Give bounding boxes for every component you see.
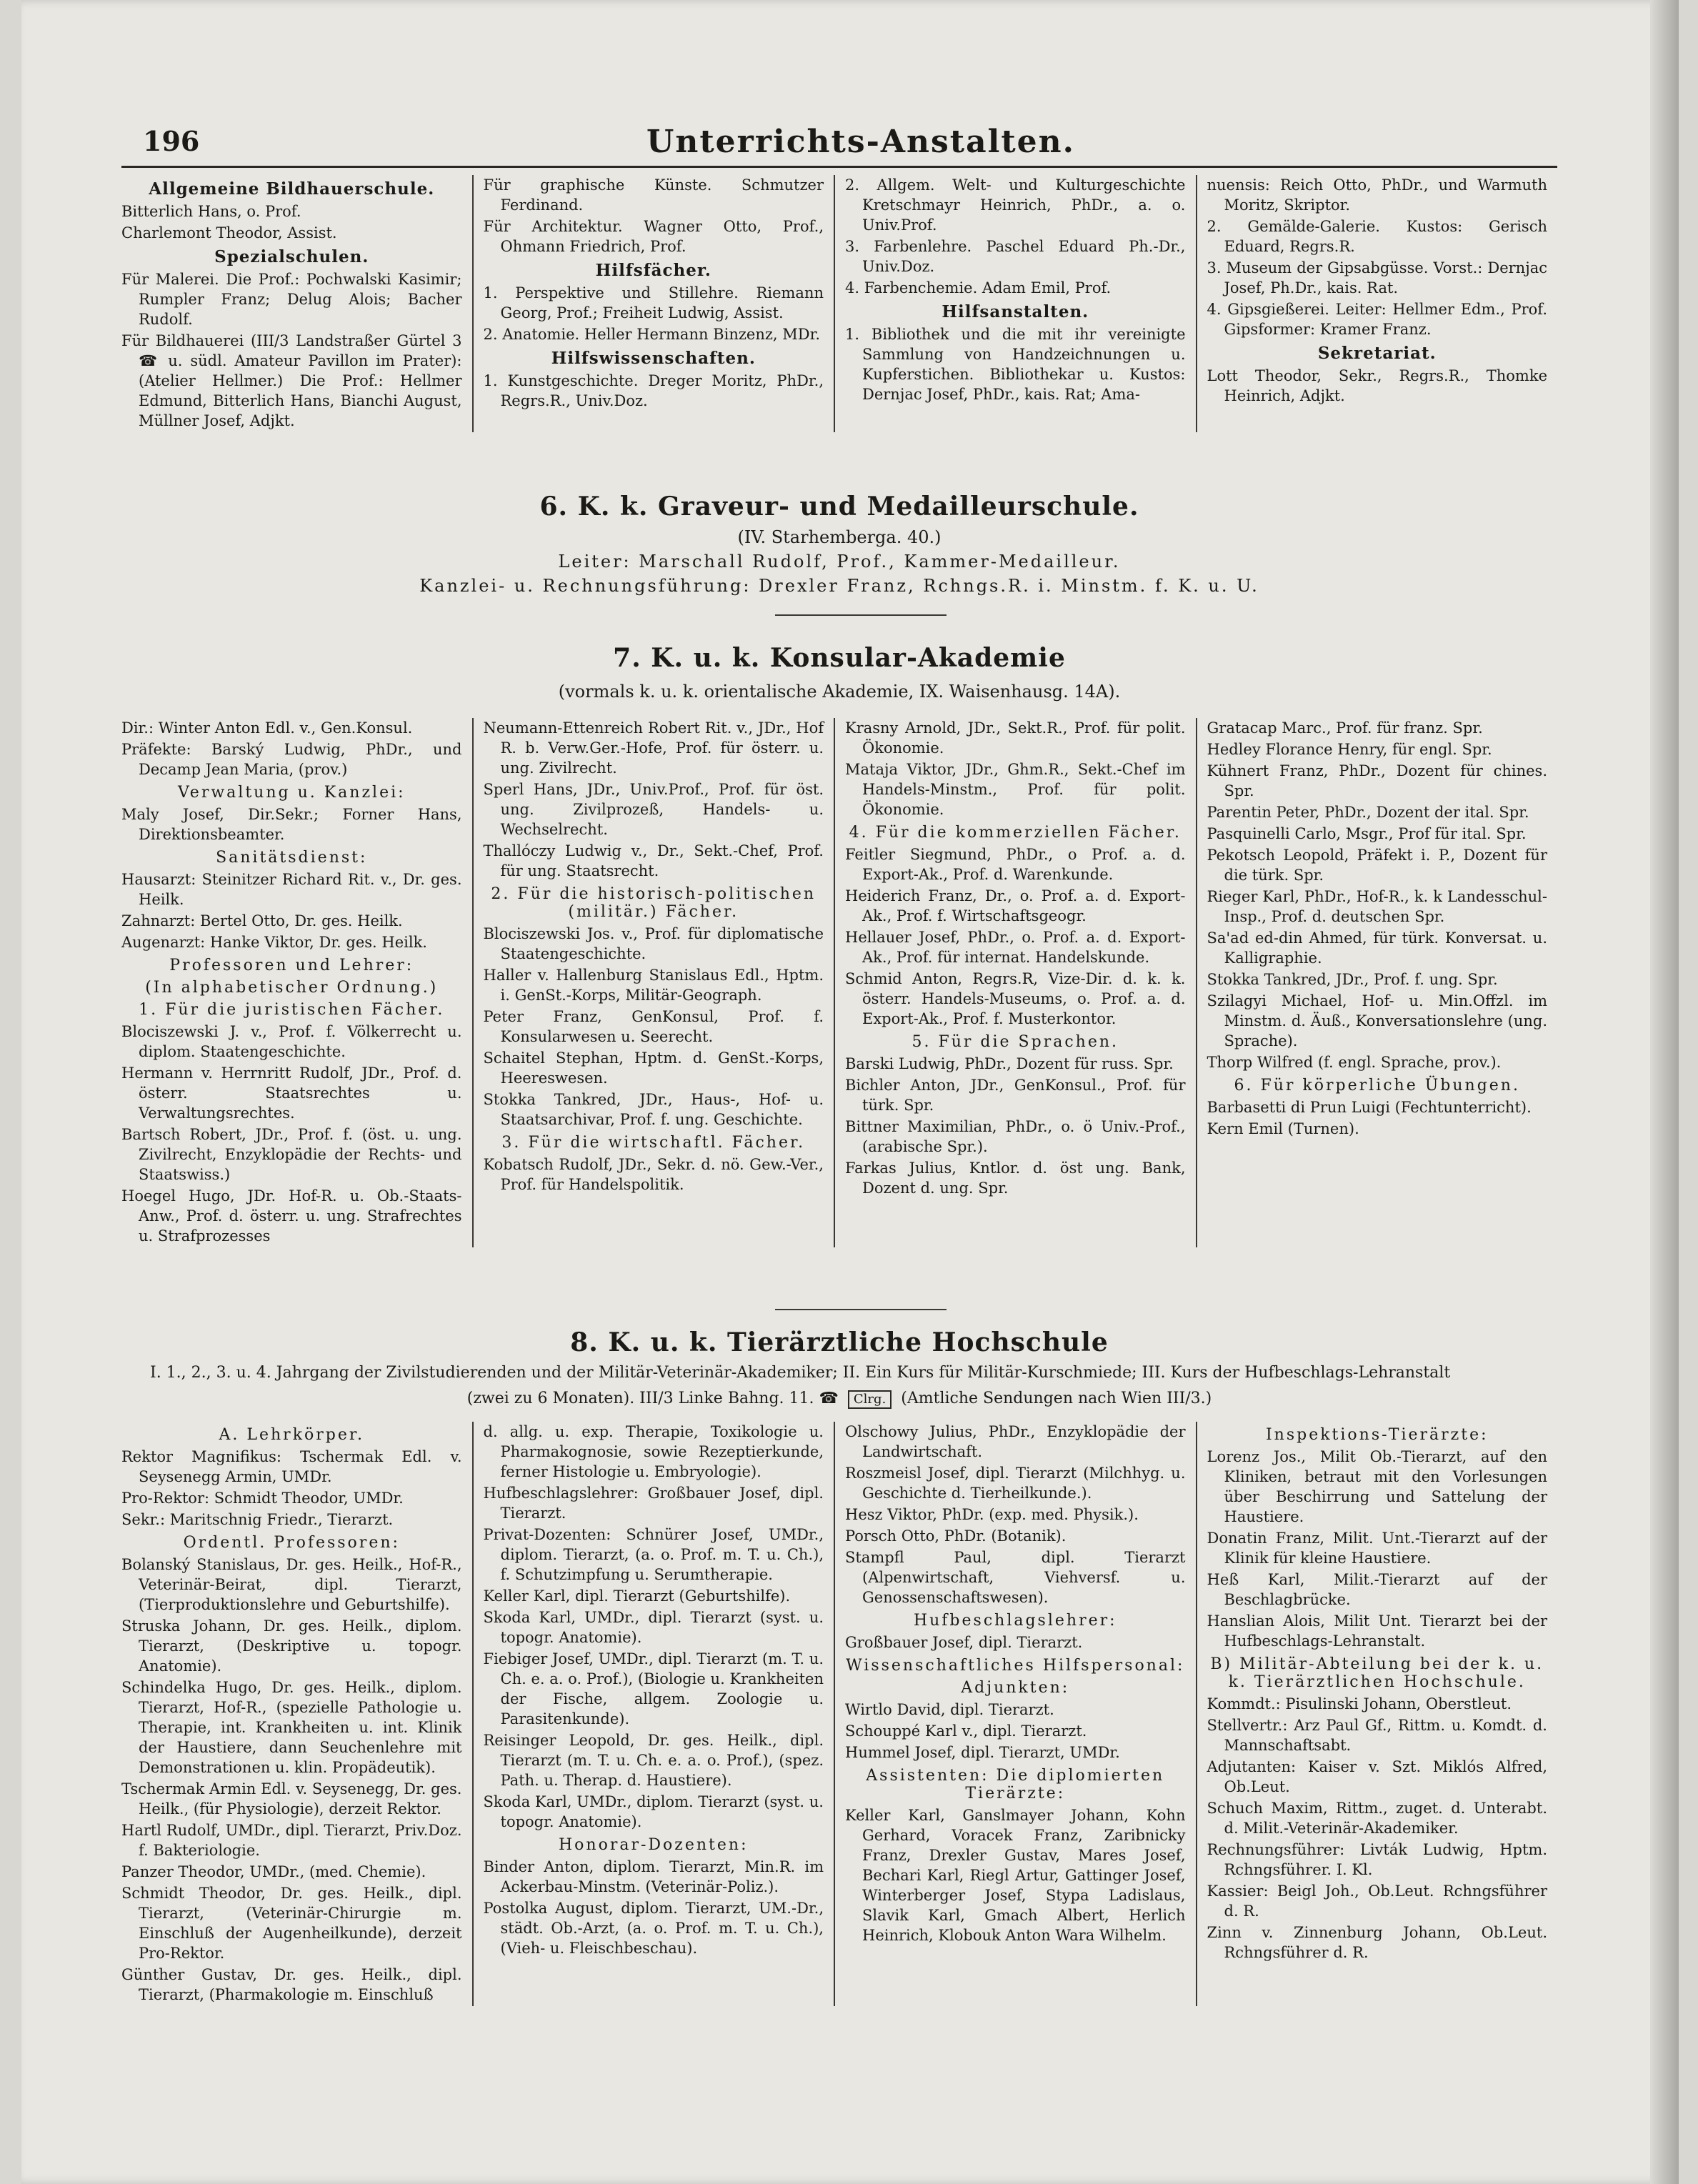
section-8-column-1 — [121, 1422, 472, 2006]
entry: Dir.: Winter Anton Edl. v., Gen.Konsul. — [121, 719, 413, 737]
entry: Sperl Hans, JDr., Univ.Prof., Prof. für öst. ung. Zivilprozeß, Handels- u. Wechselrecht. — [483, 781, 824, 838]
entry: 4. Farbenchemie. Adam Emil, Prof. — [845, 279, 1112, 296]
header-rule — [121, 166, 1557, 168]
subheading: B) Militär-Abteilung bei der k. u. k. Tierärztlichen Hochschule. — [1210, 1655, 1544, 1691]
entry: Hartl Rudolf, UMDr., dipl. Tierarzt, Priv.Doz. f. Bakteriologie. — [121, 1822, 462, 1859]
entry: Hufbeschlagslehrer: Großbauer Josef, dipl. Tierarzt. — [483, 1485, 824, 1522]
section-7-title: 7. K. u. k. Konsular-Akademie — [613, 643, 1066, 673]
section-8-mail-note: (Amtliche Sendungen nach Wien III/3.) — [901, 1390, 1212, 1407]
section-7-column-1 — [121, 718, 472, 1247]
entry: Lorenz Jos., Milit Ob.-Tierarzt, auf den Kliniken, betraut mit den Vorlesungen über Beschirrung und Sattelung der Haustiere. — [1207, 1448, 1547, 1525]
entry: Pasquinelli Carlo, Msgr., Prof für ital. Spr. — [1207, 825, 1527, 842]
entry: Thallóczy Ludwig v., Dr., Sekt.-Chef, Prof. für ung. Staatsrecht. — [483, 842, 824, 879]
subheading: Honorar-Dozenten: — [558, 1836, 749, 1854]
subheading: Sekretariat. — [1317, 344, 1437, 363]
entry: Krasny Arnold, JDr., Sekt.R., Prof. für polit. Ökonomie. — [845, 719, 1186, 757]
entry: Keller Karl, dipl. Tierarzt (Geburtshilfe). — [483, 1587, 791, 1605]
entry: nuensis: Reich Otto, PhDr., und Warmuth Moritz, Skriptor. — [1207, 176, 1547, 214]
entry: Schaitel Stephan, Hptm. d. GenSt.-Korps, Heereswesen. — [483, 1049, 824, 1087]
subheading: (In alphabetischer Ordnung.) — [145, 979, 439, 997]
entry: 2. Gemälde-Galerie. Kustos: Gerisch Eduard, Regrs.R. — [1207, 218, 1547, 255]
entry: 2. Allgem. Welt- und Kulturgeschichte Kretschmayr Heinrich, PhDr., a. o. Univ.Prof. — [845, 176, 1186, 234]
subheading: Allgemeine Bildhauerschule. — [149, 179, 435, 199]
entry: Parentin Peter, PhDr., Dozent der ital. Spr. — [1207, 804, 1529, 821]
entry: Heiderich Franz, Dr., o. Prof. a. d. Export-Ak., Prof. f. Wirtschaftsgeogr. — [845, 887, 1186, 924]
entry: Struska Johann, Dr. ges. Heilk., diplom. Tierarzt, (Deskriptive u. topogr. Anatomie). — [121, 1617, 462, 1675]
entry: Pekotsch Leopold, Präfekt i. P., Dozent für die türk. Spr. — [1207, 847, 1547, 884]
clearing-badge: Clrg. — [848, 1390, 892, 1409]
entry: 3. Museum der Gipsabgüsse. Vorst.: Dernjac Josef, Ph.Dr., kais. Rat. — [1207, 259, 1547, 296]
entry: Für Architektur. Wagner Otto, Prof., Ohmann Friedrich, Prof. — [483, 218, 824, 255]
entry: Bittner Maximilian, PhDr., o. ö Univ.-Prof., (arabische Spr.). — [845, 1118, 1186, 1155]
entry: Kassier: Beigl Joh., Ob.Leut. Rchngsführer d. R. — [1207, 1883, 1547, 1920]
entry: Schindelka Hugo, Dr. ges. Heilk., diplom. Tierarzt, Hof-R., (spezielle Pathologie u. Therapie, int. Krankheiten u. int. Klinik der Haustiere, dann Seuchenlehre mit Demonstrationen u. klin. Propädeutik). — [121, 1679, 462, 1776]
block1-column-2 — [472, 175, 834, 432]
entry: Panzer Theodor, UMDr., (med. Chemie). — [121, 1863, 426, 1880]
subheading: 4. Für die kommerziellen Fächer. — [849, 824, 1182, 842]
subheading: Ordentl. Professoren: — [183, 1534, 400, 1552]
entry: Für Bildhauerei (III/3 Landstraßer Gürtel 3 ☎ u. südl. Amateur Pavillon im Prater): (Atelier Hellmer.) Die Prof.: Hellmer Edmund, Bitterlich Hans, Bianchi August, Müllner Josef, Adjkt. — [121, 332, 462, 429]
section-7-rule — [775, 1309, 947, 1310]
entry: Thorp Wilfred (f. engl. Sprache, prov.). — [1207, 1054, 1502, 1071]
subheading: Sanitätsdienst: — [216, 849, 368, 867]
entry: Keller Karl, Ganslmayer Johann, Kohn Gerhard, Voracek Franz, Zaribnicky Franz, Drexler Gustav, Mares Josef, Bechari Karl, Riegl Artur, Gattinger Josef, Winterberger Josef, Stypa Ladislaus, Slavik Karl, Gmach Albert, Herlich Heinrich, Klobouk Anton Wara Wilhelm. — [845, 1807, 1186, 1944]
section-7-column-3 — [834, 718, 1196, 1247]
entry: Hausarzt: Steinitzer Richard Rit. v., Dr. ges. Heilk. — [121, 871, 462, 908]
section-8-address: (zwei zu 6 Monaten). III/3 Linke Bahng. 11. ☎ — [466, 1390, 839, 1407]
section-7-column-4 — [1196, 718, 1558, 1247]
entry: Stokka Tankred, JDr., Prof. f. ung. Spr. — [1207, 971, 1498, 988]
entry: Hesz Viktor, PhDr. (exp. med. Physik.). — [845, 1506, 1139, 1523]
page-header — [143, 125, 1579, 168]
entry: Feitler Siegmund, PhDr., o Prof. a. d. Export-Ak., Prof. d. Warenkunde. — [845, 846, 1186, 883]
entry: Hoegel Hugo, JDr. Hof-R. u. Ob.-Staats-Anw., Prof. d. österr. u. ung. Strafrechtes u. Strafprozesses — [121, 1187, 462, 1245]
entry: Wirtlo David, dipl. Tierarzt. — [845, 1701, 1054, 1718]
entry: 1. Perspektive und Stillehre. Riemann Georg, Prof.; Freiheit Ludwig, Assist. — [483, 284, 824, 321]
entry: Rektor Magnifikus: Tschermak Edl. v. Seysenegg Armin, UMDr. — [121, 1448, 462, 1485]
entry: Für Malerei. Die Prof.: Pochwalski Kasimir; Rumpler Franz; Delug Alois; Bacher Rudolf. — [121, 271, 462, 328]
subheading: 1. Für die juristischen Fächer. — [139, 1001, 445, 1019]
entry: 1. Kunstgeschichte. Dreger Moritz, PhDr., Regrs.R., Univ.Doz. — [483, 372, 824, 409]
entry: Schmidt Theodor, Dr. ges. Heilk., dipl. Tierarzt, (Veterinär-Chirurgie m. Einschluß der Augenheilkunde), derzeit Pro-Rektor. — [121, 1885, 462, 1962]
subheading: 5. Für die Sprachen. — [912, 1033, 1119, 1051]
entry: Olschowy Julius, PhDr., Enzyklopädie der Landwirtschaft. — [845, 1423, 1186, 1460]
entry: Für graphische Künste. Schmutzer Ferdinand. — [483, 176, 824, 214]
page-edge-shadow — [1650, 0, 1679, 2184]
entry: Rechnungsführer: Livták Ludwig, Hptm. Rchngsführer. I. Kl. — [1207, 1841, 1547, 1878]
entry: Stampfl Paul, dipl. Tierarzt (Alpenwirtschaft, Viehversf. u. Genossenschaftswesen). — [845, 1549, 1186, 1606]
entry: Kühnert Franz, PhDr., Dozent für chines. Spr. — [1207, 762, 1547, 799]
entry: Schouppé Karl v., dipl. Tierarzt. — [845, 1722, 1087, 1740]
book-page — [21, 0, 1679, 2184]
entry: Binder Anton, diplom. Tierarzt, Min.R. im Ackerbau-Minstm. (Veterinär-Poliz.). — [483, 1858, 824, 1895]
subheading: Hilfswissenschaften. — [551, 349, 756, 368]
entry: Mataja Viktor, JDr., Ghm.R., Sekt.-Chef im Handels-Minstm., Prof. für polit. Ökonomie. — [845, 761, 1186, 818]
subheading: 6. Für körperliche Übungen. — [1234, 1077, 1520, 1095]
entry: Hedley Florance Henry, für engl. Spr. — [1207, 741, 1492, 758]
section-6-title: 6. K. k. Graveur- und Medailleurschule. — [539, 492, 1139, 522]
section-7-column-2 — [472, 718, 834, 1247]
entry: Sekr.: Maritschnig Friedr., Tierarzt. — [121, 1511, 394, 1528]
subheading: Verwaltung u. Kanzlei: — [177, 784, 406, 802]
entry: Schuch Maxim, Rittm., zuget. d. Unterabt. d. Milit.-Veterinär-Akademiker. — [1207, 1800, 1547, 1837]
entry: 4. Gipsgießerei. Leiter: Hellmer Edm., Prof. Gipsformer: Kramer Franz. — [1207, 301, 1547, 338]
subheading: Wissenschaftliches Hilfspersonal: — [846, 1657, 1185, 1675]
section-6-rule — [775, 614, 947, 616]
subheading: 3. Für die wirtschaftl. Fächer. — [501, 1134, 806, 1152]
entry: Skoda Karl, UMDr., dipl. Tierarzt (syst. u. topogr. Anatomie). — [483, 1609, 824, 1646]
entry: 3. Farbenlehre. Paschel Eduard Ph.-Dr., Univ.Doz. — [845, 238, 1186, 275]
entry: Bichler Anton, JDr., GenKonsul., Prof. für türk. Spr. — [845, 1077, 1186, 1114]
subheading: Hilfsanstalten. — [942, 302, 1089, 321]
entry: Adjutanten: Kaiser v. Szt. Miklós Alfred, Ob.Leut. — [1207, 1758, 1547, 1795]
section-6-leiter: Leiter: Marschall Rudolf, Prof., Kammer-Medailleur. — [558, 552, 1121, 572]
entry: Fiebiger Josef, UMDr., dipl. Tierarzt (m. T. u. Ch. e. a. o. Prof.), (Biologie u. Krankheiten der Fische, allgem. Zoologie u. Parasitenkunde). — [483, 1650, 824, 1727]
entry: Hermann v. Herrnritt Rudolf, JDr., Prof. d. österr. Staatsrechtes u. Verwaltungsrechtes. — [121, 1064, 462, 1122]
entry: Sa'ad ed-din Ahmed, für türk. Konversat. u. Kalligraphie. — [1207, 929, 1547, 967]
entry: Kern Emil (Turnen). — [1207, 1120, 1359, 1137]
entry: Bolanský Stanislaus, Dr. ges. Heilk., Hof-R., Veterinär-Beirat, dipl. Tierarzt, (Tierproduktionslehre und Geburtshilfe). — [121, 1556, 462, 1613]
section-8-title: 8. K. u. k. Tierärztliche Hochschule — [570, 1327, 1109, 1357]
subheading: Adjunkten: — [961, 1679, 1070, 1697]
entry: Haller v. Hallenburg Stanislaus Edl., Hptm. i. GenSt.-Korps, Militär-Geograph. — [483, 967, 824, 1004]
section-8-column-2 — [472, 1422, 834, 2006]
entry: Hummel Josef, dipl. Tierarzt, UMDr. — [845, 1744, 1120, 1761]
subheading: Hilfsfächer. — [595, 261, 711, 280]
entry: Roszmeisl Josef, dipl. Tierarzt (Milchhyg. u. Geschichte d. Tierheilkunde.). — [845, 1465, 1186, 1502]
subheading: A. Lehrkörper. — [219, 1426, 364, 1444]
entry: Blociszewski J. v., Prof. f. Völkerrecht u. diplom. Staatengeschichte. — [121, 1023, 462, 1060]
section-7-subtitle: (vormals k. u. k. orientalische Akademie, IX. Waisenhausg. 14A). — [558, 682, 1121, 702]
section-7-columns — [121, 718, 1557, 1247]
subheading: 2. Für die historisch-politischen (militär.) Fächer. — [491, 885, 816, 921]
entry: Privat-Dozenten: Schnürer Josef, UMDr., diplom. Tierarzt, (a. o. Prof. m. T. u. Ch.), f. Schutzimpfung u. Serumtherapie. — [483, 1526, 824, 1583]
entry: Maly Josef, Dir.Sekr.; Forner Hans, Direktionsbeamter. — [121, 806, 462, 843]
entry: Pro-Rektor: Schmidt Theodor, UMDr. — [121, 1490, 404, 1507]
subheading: Inspektions-Tierärzte: — [1265, 1426, 1489, 1444]
entry: Augenarzt: Hanke Viktor, Dr. ges. Heilk. — [121, 934, 427, 951]
entry: Farkas Julius, Kntlor. d. öst ung. Bank, Dozent d. ung. Spr. — [845, 1160, 1186, 1197]
entry: Kommdt.: Pisulinski Johann, Oberstleut. — [1207, 1695, 1512, 1712]
entry: 1. Bibliothek und die mit ihr vereinigte Sammlung von Handzeichnungen u. Kupferstichen. Bibliothekar u. Kustos: Dernjac Josef, PhDr., kais. Rat; Ama- — [845, 326, 1186, 403]
section-6-kanzlei: Kanzlei- u. Rechnungsführung: Drexler Franz, Rchngs.R. i. Minstm. f. K. u. U. — [419, 576, 1259, 596]
subheading: Spezialschulen. — [214, 247, 369, 266]
subheading: Hufbeschlagslehrer: — [913, 1612, 1117, 1630]
entry: Donatin Franz, Milit. Unt.-Tierarzt auf der Klinik für kleine Haustiere. — [1207, 1530, 1547, 1567]
entry: Bitterlich Hans, o. Prof. — [121, 203, 301, 220]
entry: Stokka Tankred, JDr., Haus-, Hof- u. Staatsarchivar, Prof. f. ung. Geschichte. — [483, 1091, 824, 1128]
section-8-description: I. 1., 2., 3. u. 4. Jahrgang der Zivilstudierenden und der Militär-Veterinär-Akademiker; II. Ein Kurs für Militär-Kurschmiede; III. Kurs der Hufbeschlags-Lehranstalt — [150, 1364, 1451, 1382]
entry: Großbauer Josef, dipl. Tierarzt. — [845, 1634, 1083, 1651]
subheading: Assistenten: Die diplomierten Tierärzte: — [866, 1767, 1165, 1802]
entry: Barbasetti di Prun Luigi (Fechtunterricht). — [1207, 1099, 1532, 1116]
block1-column-3 — [834, 175, 1196, 432]
entry: Tschermak Armin Edl. v. Seysenegg, Dr. ges. Heilk., (für Physiologie), derzeit Rektor. — [121, 1780, 462, 1817]
section-8-description-2 — [121, 1387, 1557, 1410]
subheading: Professoren und Lehrer: — [169, 957, 414, 974]
entry: Neumann-Ettenreich Robert Rit. v., JDr., Hof R. b. Verw.Ger.-Hofe, Prof. für österr. u. ung. Zivilrecht. — [483, 719, 824, 777]
entry: Reisinger Leopold, Dr. ges. Heilk., dipl. Tierarzt (m. T. u. Ch. e. a. o. Prof.), (spez. Path. u. Therap. d. Haustiere). — [483, 1732, 824, 1789]
continuation-block — [121, 175, 1557, 432]
section-8-column-3 — [834, 1422, 1196, 2006]
running-title: Unterrichts-Anstalten. — [646, 124, 1075, 160]
section-6-address: (IV. Starhemberga. 40.) — [737, 527, 942, 547]
entry: Hellauer Josef, PhDr., o. Prof. a. d. Export-Ak., Prof. für internat. Handelskunde. — [845, 929, 1186, 966]
page-number: 196 — [143, 125, 200, 157]
entry: Skoda Karl, UMDr., diplom. Tierarzt (syst. u. topogr. Anatomie). — [483, 1793, 824, 1830]
entry: Hanslian Alois, Milit Unt. Tierarzt bei der Hufbeschlags-Lehranstalt. — [1207, 1612, 1547, 1650]
entry: d. allg. u. exp. Therapie, Toxikologie u. Pharmakognosie, sowie Rezeptierkunde, ferner Histologie u. Embryologie). — [483, 1423, 824, 1480]
entry: Postolka August, diplom. Tierarzt, UM.-Dr., städt. Ob.-Arzt, (a. o. Prof. m. T. u. Ch.), (Vieh- u. Fleischbeschau). — [483, 1900, 824, 1957]
entry: Rieger Karl, PhDr., Hof-R., k. k Landesschul-Insp., Prof. d. deutschen Spr. — [1207, 888, 1547, 925]
entry: Barski Ludwig, PhDr., Dozent für russ. Spr. — [845, 1055, 1174, 1072]
block1-column-1 — [121, 175, 472, 432]
entry: Präfekte: Barský Ludwig, PhDr., und Decamp Jean Maria, (prov.) — [121, 741, 462, 778]
entry: Stellvertr.: Arz Paul Gf., Rittm. u. Komdt. d. Mannschaftsabt. — [1207, 1717, 1547, 1754]
entry: Gratacap Marc., Prof. für franz. Spr. — [1207, 719, 1483, 737]
entry: Schmid Anton, Regrs.R, Vize-Dir. d. k. k. österr. Handels-Museums, o. Prof. a. d. Export-Ak., Prof. f. Musterkontor. — [845, 970, 1186, 1027]
section-8-column-4 — [1196, 1422, 1558, 2006]
entry: Günther Gustav, Dr. ges. Heilk., dipl. Tierarzt, (Pharmakologie m. Einschluß — [121, 1966, 462, 2003]
entry: Lott Theodor, Sekr., Regrs.R., Thomke Heinrich, Adjkt. — [1207, 367, 1547, 404]
entry: Blociszewski Jos. v., Prof. für diplomatische Staatengeschichte. — [483, 925, 824, 962]
entry: Zahnarzt: Bertel Otto, Dr. ges. Heilk. — [121, 912, 403, 929]
entry: Zinn v. Zinnenburg Johann, Ob.Leut. Rchngsführer d. R. — [1207, 1924, 1547, 1961]
entry: Kobatsch Rudolf, JDr., Sekr. d. nö. Gew.-Ver., Prof. für Handelspolitik. — [483, 1156, 824, 1193]
entry: Szilagyi Michael, Hof- u. Min.Offzl. im Minstm. d. Äuß., Konversationslehre (ung. Sprache). — [1207, 992, 1547, 1049]
entry: Peter Franz, GenKonsul, Prof. f. Konsularwesen u. Seerecht. — [483, 1008, 824, 1045]
entry: Porsch Otto, PhDr. (Botanik). — [845, 1527, 1067, 1545]
entry: Charlemont Theodor, Assist. — [121, 224, 337, 241]
entry: Heß Karl, Milit.-Tierarzt auf der Beschlagbrücke. — [1207, 1571, 1547, 1608]
section-8-columns — [121, 1422, 1557, 2006]
entry: 2. Anatomie. Heller Hermann Binzenz, MDr. — [483, 326, 821, 343]
block1-column-4 — [1196, 175, 1558, 432]
entry: Bartsch Robert, JDr., Prof. f. (öst. u. ung. Zivilrecht, Enzyklopädie der Rechts- und Staatswiss.) — [121, 1126, 462, 1183]
